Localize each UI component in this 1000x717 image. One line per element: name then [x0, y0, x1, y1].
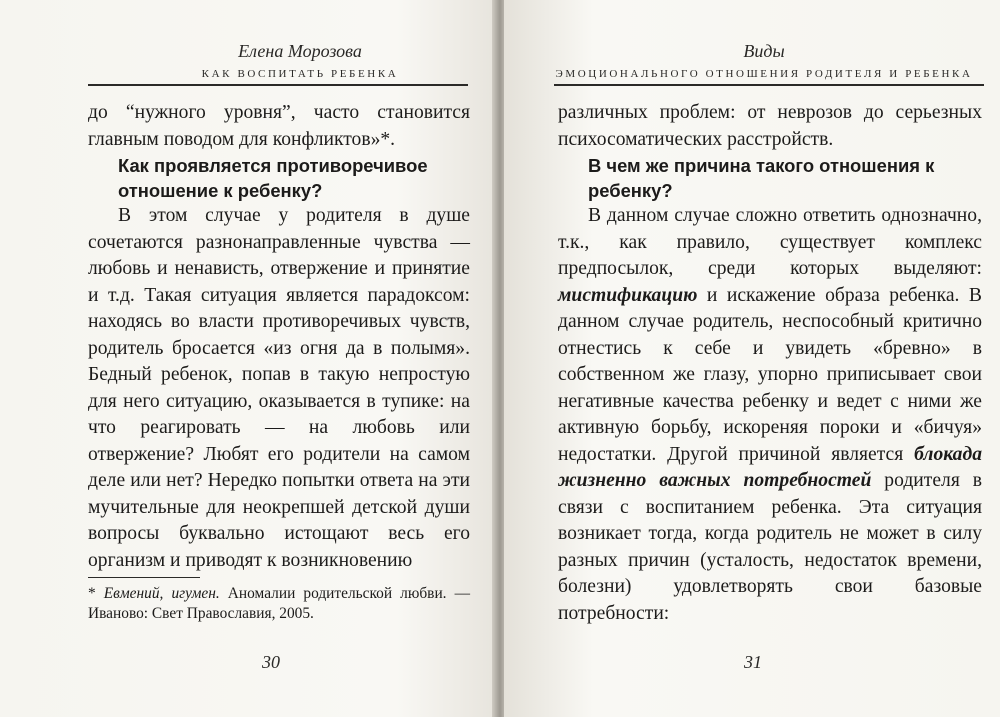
- paragraph-text: родителя в связи с воспитанием ребенка. Эта ситуация возникает тогда, когда родитель не может в силу разных причин (усталость, недостаток времени, болезни) удовлетворять свои базовые потребности:: [558, 470, 982, 624]
- section-heading: В чем же причина такого отношения к ребенку?: [588, 155, 935, 201]
- footnote-author: Евмений, игумен.: [103, 585, 220, 602]
- right-running-head: [544, 40, 984, 82]
- footnote-marker: *: [88, 585, 104, 602]
- running-head-chapter: Виды: [743, 41, 785, 61]
- header-rule: [554, 84, 984, 86]
- lead-paragraph: различных проблем: от неврозов до серьезных психосоматических расстройств.: [558, 102, 982, 150]
- left-running-head: [120, 40, 480, 82]
- body-paragraph: [558, 203, 982, 627]
- section-heading: Как проявляется противоречивое отношение к ребенку?: [118, 155, 428, 201]
- right-body-text: [558, 100, 982, 627]
- running-head-author: Елена Морозова: [238, 41, 362, 61]
- paragraph-text: В данном случае сложно ответить однозначно, т.к., как правило, существует комплекс предпосылок, среди которых выделяют:: [558, 205, 982, 279]
- lead-paragraph: до “нужного уровня”, часто становится главным поводом для конфликтов»*.: [88, 102, 470, 150]
- emphasis-term: мистификацию: [558, 284, 698, 306]
- footnote-rule: [88, 577, 200, 578]
- running-head-title: КАК ВОСПИТАТЬ РЕБЕНКА: [201, 68, 399, 80]
- footnote-text: Аномалии родительской любви. — Иваново: Свет Православия, 2005.: [88, 585, 470, 622]
- paragraph-text: и искажение образа ребенка. В данном случае родитель, неспособный критично отнестись к себе и увидеть «бревно» в собственном же глазу, упорно приписывает свои негативные качества ребенку и ведет с ними же активную борьбу, искореняя пороки и «бичуя» недостатки. Другой причиной является: [558, 284, 982, 465]
- body-paragraph: В этом случае у родителя в душе сочетаются разнонаправленные чувства — любовь и ненависть, отвержение и принятие и т.д. Такая ситуация является парадоксом: находясь во власти противоречивых чувств, родитель бросается «из огня да в полымя». Бедный ребенок, попав в такую непростую для него ситуацию, оказывается в тупике: на что реагировать — на любовь или отвержение? Любят его родители на самом деле или нет? Нередко попытки ответа на эти мучительные для неокрепшей детской души вопросы буквально истощают весь его организм и приводят к возникновению: [88, 205, 470, 571]
- right-page: [504, 0, 1000, 717]
- page-number: 30: [262, 652, 280, 672]
- footnote: [88, 584, 470, 624]
- header-rule: [88, 84, 468, 86]
- left-page: [0, 0, 496, 717]
- page-number: 31: [744, 652, 762, 672]
- running-head-title: ЭМОЦИОНАЛЬНОГО ОТНОШЕНИЯ РОДИТЕЛЯ И РЕБЕНКА: [555, 68, 973, 80]
- emphasis-term: блокада жизненно важных потребностей: [558, 443, 982, 491]
- left-body-text: [88, 100, 470, 574]
